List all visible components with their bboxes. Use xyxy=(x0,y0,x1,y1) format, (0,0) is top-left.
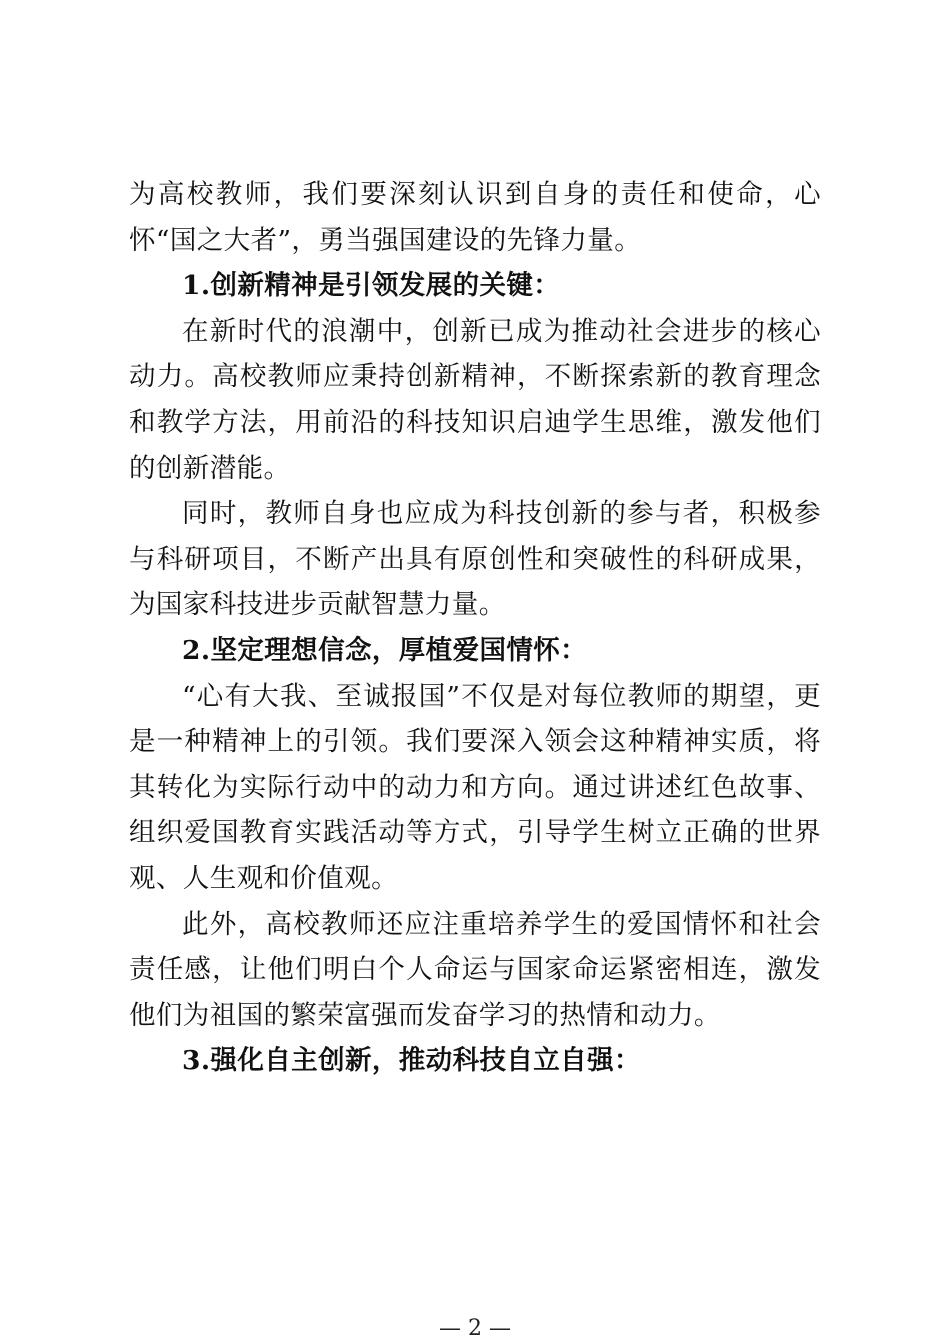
paragraph-innovation-1: 在新时代的浪潮中，创新已成为推动社会进步的核心动力。高校教师应秉持创新精神，不断探索新的教育理念和教学方法，用前沿的科技知识启迪学生思维，激发他们的创新潜能。 xyxy=(129,315,821,484)
document-body xyxy=(129,172,821,1084)
paragraph-intro-continued: 为高校教师，我们要深刻认识到自身的责任和使命，心怀“国之大者”，勇当强国建设的先锋力量。 xyxy=(129,179,821,256)
page-number: — 2 — xyxy=(439,1316,511,1341)
section-heading-2: 2.坚定理想信念，厚植爱国情怀： xyxy=(182,634,588,666)
paragraph-patriotism-1: “心有大我、至诚报国”不仅是对每位教师的期望，更是一种精神上的引领。我们要深入领会这种精神实质，将其转化为实际行动中的动力和方向。通过讲述红色故事、组织爱国教育实践活动等方式，引导学生树立正确的世界观、人生观和价值观。 xyxy=(129,680,821,894)
paragraph-innovation-2: 同时，教师自身也应成为科技创新的参与者，积极参与科研项目，不断产出具有原创性和突破性的科研成果，为国家科技进步贡献智慧力量。 xyxy=(129,498,821,621)
section-heading-3: 3.强化自主创新，推动科技自立自强： xyxy=(182,1045,641,1077)
paragraph-patriotism-2: 此外，高校教师还应注重培养学生的爱国情怀和社会责任感，让他们明白个人命运与国家命运紧密相连，激发他们为祖国的繁荣富强而发奋学习的热情和动力。 xyxy=(129,908,821,1031)
section-heading-1: 1.创新精神是引领发展的关键： xyxy=(182,270,561,302)
